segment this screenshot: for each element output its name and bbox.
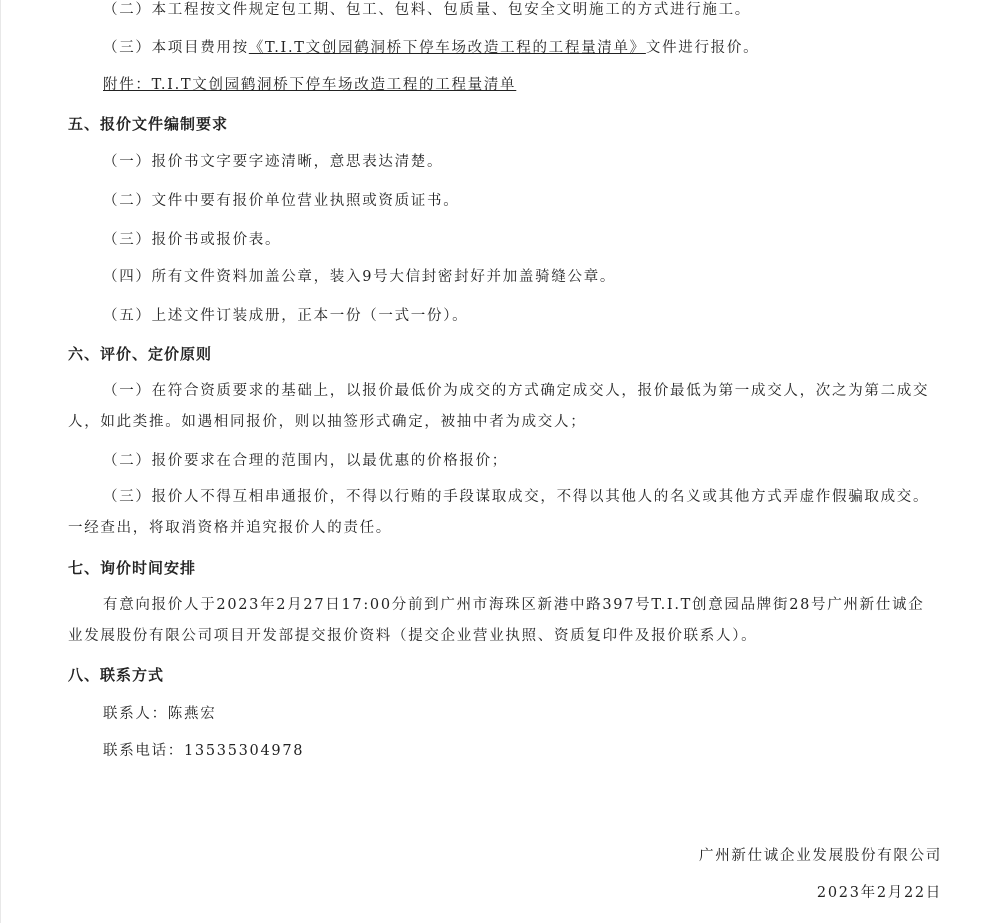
contact-phone: 联系电话：13535304978 [103, 743, 305, 759]
signature-company: 广州新仕诚企业发展股份有限公司 [699, 848, 942, 864]
section6-item: （三）报价人不得互相串通报价，不得以行贿的手段谋取成交，不得以其他人的名义或其他方式弄虚作假骗取成交。一经查出，将取消资格并追究报价人的责任。 [68, 489, 930, 536]
section4-item2: （二）本工程按文件规定包工期、包工、包料、包质量、包安全文明施工的方式进行施工。 [103, 2, 751, 18]
section5-item: （三）报价书或报价表。 [103, 232, 282, 248]
section5-item: （四）所有文件资料加盖公章，装入9号大信封密封好并加盖骑缝公章。 [103, 269, 617, 285]
section8-heading: 八、联系方式 [68, 666, 165, 684]
section5-item: （一）报价书文字要字迹清晰，意思表达清楚。 [103, 154, 444, 170]
bill-of-quantities-link[interactable]: 《T.I.T文创园鹤洞桥下停车场改造工程的工程量清单》 [248, 40, 646, 56]
section5-heading: 五、报价文件编制要求 [68, 115, 229, 133]
page-edge [0, 0, 1, 923]
item3-prefix: （三）本项目费用按 [103, 40, 249, 56]
section6-item: （二）报价要求在合理的范围内，以最优惠的价格报价； [103, 453, 508, 469]
section7-heading: 七、询价时间安排 [68, 559, 197, 577]
section6-item: （一）在符合资质要求的基础上，以报价最低价为成交的方式确定成交人，报价最低为第一成交人，次之为第二成交人，如此类推。如遇相同报价，则以抽签形式确定，被抽中者为成交人； [68, 383, 930, 430]
section5-item: （二）文件中要有报价单位营业执照或资质证书。 [103, 193, 460, 209]
attachment-link[interactable]: 附件：T.I.T文创园鹤洞桥下停车场改造工程的工程量清单 [103, 77, 517, 93]
signature-date: 2023年2月22日 [816, 885, 942, 901]
contact-person: 联系人：陈燕宏 [103, 706, 217, 722]
item3-suffix: 文件进行报价。 [645, 40, 760, 56]
section6-heading: 六、评价、定价原则 [68, 345, 213, 363]
section7-text: 有意向报价人于2023年2月27日17:00分前到广州市海珠区新港中路397号T.I.T创意园品牌街28号广州新仕诚企业发展股份有限公司项目开发部提交报价资料（提交企业营业执照、资质复印件及报价联系人）。 [68, 597, 925, 644]
section4-item3 [103, 38, 971, 58]
section5-item: （五）上述文件订装成册，正本一份（一式一份）。 [103, 308, 469, 324]
